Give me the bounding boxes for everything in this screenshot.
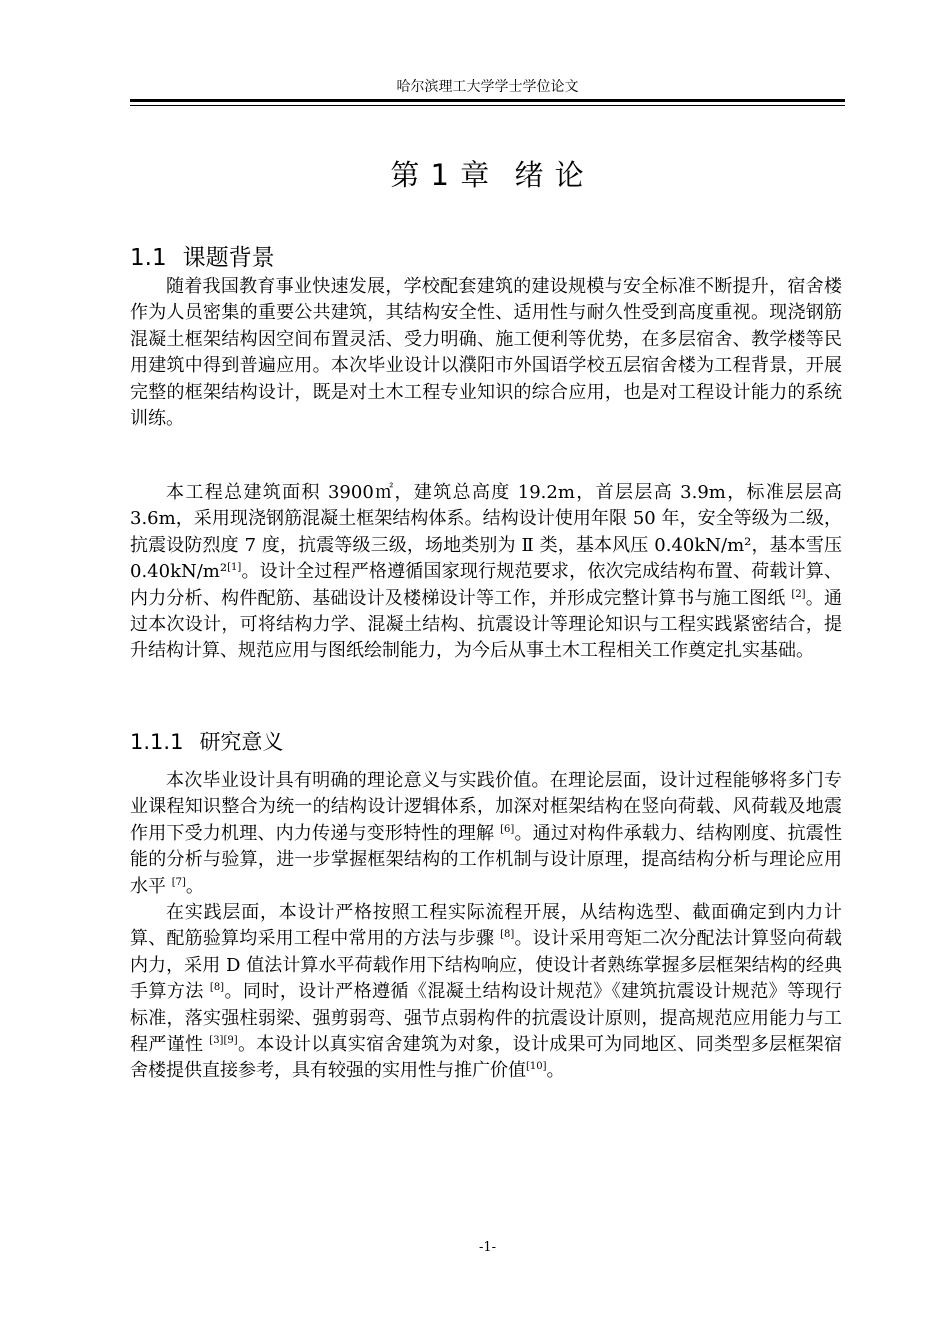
- citation: [7]: [171, 876, 186, 888]
- header-rule-thick: [130, 99, 845, 102]
- section-heading: [130, 240, 275, 276]
- paragraph-significance-1: [130, 768, 842, 900]
- section-number: 1.1: [130, 245, 167, 271]
- paragraph-text: 。: [546, 1060, 565, 1082]
- citation: [3][9]: [209, 1035, 238, 1047]
- paragraph-text: 。: [185, 875, 204, 897]
- paragraph-text: 本工程总建筑面积 3900㎡，建筑总高度 19.2m，首层层高 3.9m，标准层层高 3.6m，采用现浇钢筋混凝土框架结构体系。结构设计使用年限 50 年，安全等级为二级，抗震设防烈度 7 度，抗震等级三级，场地类别为 Ⅱ 类，基本风压 0.40kN/m²，基本雪压 0.40kN/m²: [130, 482, 842, 583]
- paragraph-text: 本次毕业设计具有明确的理论意义与实践价值。在理论层面，设计过程能够将多门专业课程知识整合为统一的结构设计逻辑体系，加深对框架结构在竖向荷载、风荷载及地震作用下受力机理、内力传递与变形特性的理解: [130, 770, 842, 844]
- citation: [6]: [500, 823, 515, 835]
- chapter-name: 绪 论: [514, 158, 585, 192]
- section-title: 课题背景: [182, 245, 275, 271]
- paragraph-text: 在实践层面，本设计严格按照工程实际流程开展，从结构选型、截面确定到内力计算、配筋验算均采用工程中常用的方法与步骤: [130, 902, 842, 950]
- chapter-suffix: 章: [460, 158, 491, 192]
- paragraph-background-2: [130, 480, 842, 665]
- header-rule-thin: [130, 105, 845, 106]
- paragraph-text: 。通过对构件承载力、结构刚度、抗震性能的分析与验算，进一步掌握框架结构的工作机制与设计原理，提高结构分析与理论应用水平: [130, 822, 842, 897]
- citation: [10]: [526, 1061, 547, 1073]
- paragraph-text: 随着我国教育事业快速发展，学校配套建筑的建设规模与安全标准不断提升，宿舍楼作为人员密集的重要公共建筑，其结构安全性、适用性与耐久性受到高度重视。现浇钢筋混凝土框架结构因空间布置灵活、受力明确、施工便利等优势，在多层宿舍、教学楼等民用建筑中得到普遍应用。本次毕业设计以濮阳市外国语学校五层宿舍楼为工程背景，开展完整的框架结构设计，既是对土木工程专业知识的综合应用，也是对工程设计能力的系统训练。: [130, 276, 842, 430]
- citation: [1]: [227, 562, 242, 574]
- paragraph-significance-2: [130, 900, 842, 1085]
- subsection-title: 研究意义: [199, 730, 284, 754]
- chapter-number: 1: [430, 158, 450, 192]
- page-number: -1-: [478, 1240, 497, 1255]
- citation: [2]: [791, 588, 806, 600]
- citation: [8]: [500, 929, 515, 941]
- paragraph-text: 。设计全过程严格遵循国家现行规范要求，依次完成结构布置、荷载计算、内力分析、构件配筋、基础设计及楼梯设计等工作，并形成完整计算书与施工图纸: [130, 561, 842, 609]
- citation: [8]: [209, 982, 225, 994]
- running-header: 哈尔滨理工大学学士学位论文: [396, 79, 579, 95]
- chapter-title: [130, 155, 845, 195]
- subsection-heading: [130, 726, 283, 758]
- chapter-prefix: 第: [390, 158, 421, 192]
- subsection-number: 1.1.1: [130, 730, 184, 754]
- paragraph-text: 。通过本次设计，可将结构力学、混凝土结构、抗震设计等理论知识与工程实践紧密结合，提升结构计算、规范应用与图纸绘制能力，为今后从事土木工程相关工作奠定扎实基础。: [130, 587, 843, 662]
- paragraph-text: 。本设计以真实宿舍建筑为对象，设计成果可为同地区、同类型多层框架宿舍楼提供直接参考，具有较强的实用性与推广价值: [130, 1034, 842, 1082]
- paragraph-text: 。同时，设计严格遵循《混凝土结构设计规范》《建筑抗震设计规范》等现行标准，落实强柱弱梁、强剪弱弯、强节点弱构件的抗震设计原则，提高规范应用能力与工程严谨性: [130, 981, 842, 1056]
- paragraph-text: 。设计采用弯矩二次分配法计算竖向荷载内力，采用 D 值法计算水平荷载作用下结构响应，使设计者熟练掌握多层框架结构的经典手算方法: [130, 928, 842, 1003]
- paragraph-background-1: [130, 274, 842, 432]
